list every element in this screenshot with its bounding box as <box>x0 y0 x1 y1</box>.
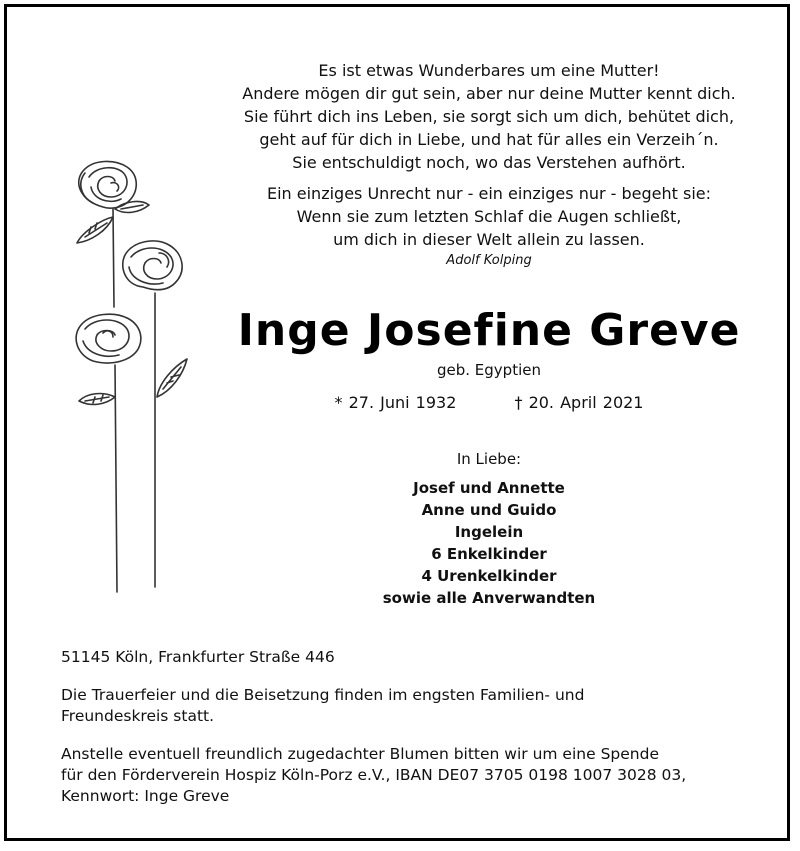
birth-date: * 27. Juni 1932 <box>334 393 457 412</box>
poem-line: Andere mögen dir gut sein, aber nur deine Mutter kennt dich. <box>242 84 736 103</box>
poem-line: um dich in dieser Welt allein zu lassen. <box>333 230 645 249</box>
poem-line: geht auf für dich in Liebe, und hat für alles ein Verzeih´n. <box>259 130 719 149</box>
poem-author: Adolf Kolping <box>446 253 532 268</box>
deceased-name: Inge Josefine Greve <box>237 305 741 356</box>
mourner-name: 4 Urenkelkinder <box>421 567 557 585</box>
donation-line: Kennwort: Inge Greve <box>61 787 230 805</box>
poem-line: Ein einziges Unrecht nur - ein einziges nur - begeht sie: <box>266 184 712 203</box>
poem-line: Sie führt dich ins Leben, sie sorgt sich um dich, behütet dich, <box>243 107 735 126</box>
poem-stanza-1 <box>173 59 800 174</box>
mourner-name: Anne und Guido <box>421 501 557 519</box>
ceremony-note <box>61 685 761 727</box>
mourners-intro: In Liebe: <box>456 450 522 468</box>
life-dates <box>173 393 800 412</box>
obituary-frame <box>4 4 790 841</box>
donation-note <box>61 744 761 807</box>
mourner-name: Josef und Annette <box>413 479 565 497</box>
donation-line: Anstelle eventuell freundlich zugedachter Blumen bitten wir um eine Spende <box>61 745 659 763</box>
mourner-name: 6 Enkelkinder <box>431 545 547 563</box>
poem-line: Es ist etwas Wunderbares um eine Mutter! <box>318 61 660 80</box>
poem-line: Sie entschuldigt noch, wo das Verstehen aufhört. <box>292 153 686 172</box>
memorial-poem <box>173 59 800 271</box>
donation-line: für den Förderverein Hospiz Köln-Porz e.V., IBAN DE07 3705 0198 1007 3028 03, <box>61 766 687 784</box>
funeral-info <box>61 647 761 824</box>
ceremony-line: Die Trauerfeier und die Beisetzung finden im engsten Familien- und <box>61 686 585 704</box>
poem-line: Wenn sie zum letzten Schlaf die Augen schließt, <box>296 207 682 226</box>
mourners-list <box>173 448 800 609</box>
death-date: † 20. April 2021 <box>514 393 644 412</box>
poem-stanza-2 <box>173 182 800 251</box>
maiden-name: geb. Egyptien <box>437 361 541 379</box>
ceremony-line: Freundeskreis statt. <box>61 707 215 725</box>
mourner-name: sowie alle Anverwandten <box>382 589 596 607</box>
mourner-name: Ingelein <box>454 523 524 541</box>
address: 51145 Köln, Frankfurter Straße 446 <box>61 648 335 666</box>
